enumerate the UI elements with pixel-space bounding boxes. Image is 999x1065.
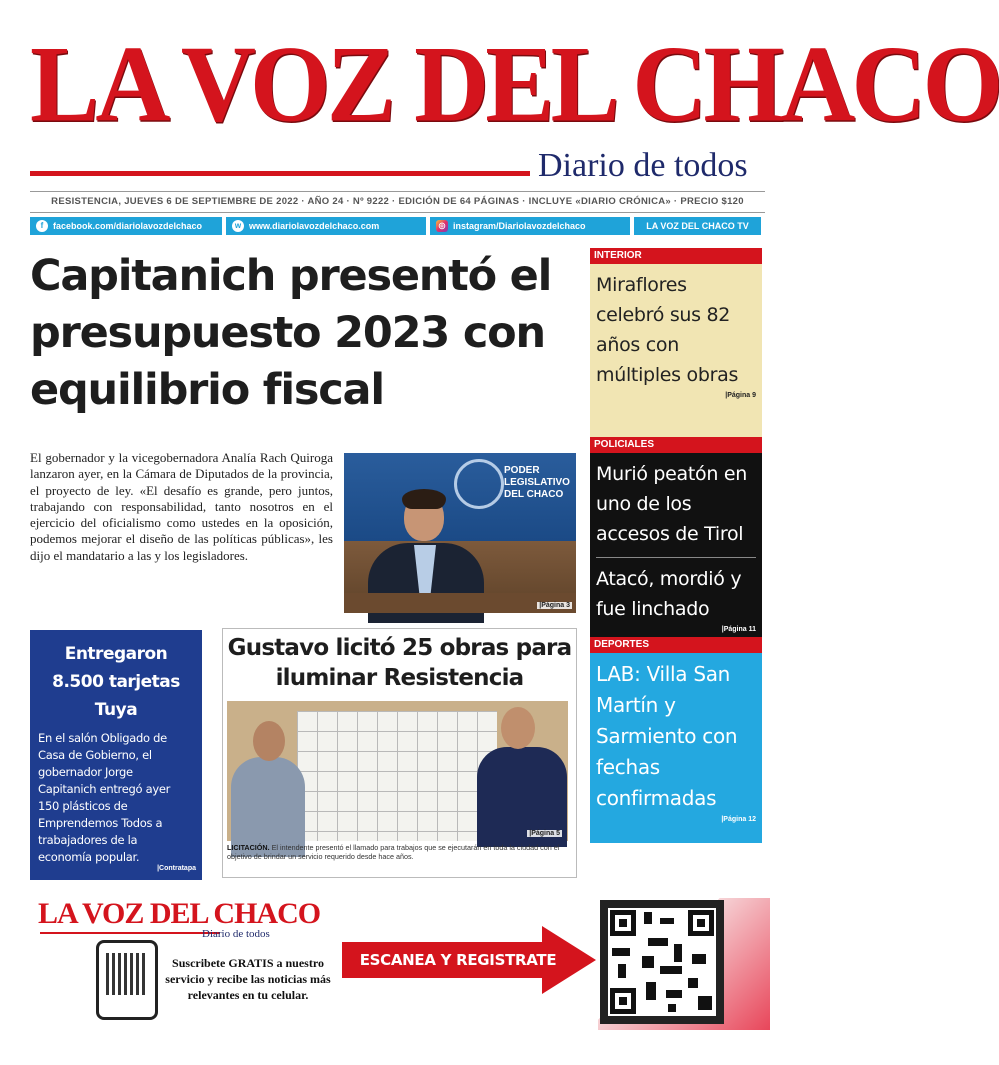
- masthead-rule: [30, 171, 530, 176]
- story-policiales-text-1: Murió peatón en uno de los accesos de Tirol: [596, 463, 747, 545]
- social-instagram-text: instagram/Diariolavozdelchaco: [453, 221, 586, 231]
- legislature-emblem: [454, 459, 504, 509]
- caption-label: LICITACIÓN.: [227, 843, 270, 852]
- main-page-ref: |Página 3: [539, 602, 570, 609]
- instagram-icon: ◎: [436, 220, 448, 232]
- story-luces-caption: [227, 843, 568, 861]
- luces-page-ref: |Página 5: [529, 830, 560, 837]
- social-website[interactable]: [226, 217, 426, 235]
- story-policiales[interactable]: [590, 453, 762, 637]
- masthead-title: LA VOZ DEL CHACO: [30, 24, 999, 145]
- qr-grid: [608, 908, 716, 1016]
- plans-board: [297, 711, 497, 841]
- social-facebook[interactable]: [30, 217, 222, 235]
- story-luces-photo: [227, 701, 568, 841]
- masthead-tagline: Diario de todos: [538, 147, 748, 184]
- section-tag-deportes: DEPORTES: [590, 637, 762, 653]
- web-icon: w: [232, 220, 244, 232]
- social-bar: [30, 217, 765, 235]
- person-right: [471, 707, 567, 847]
- main-photo: [344, 453, 576, 613]
- caption-text: El intendente presentó el llamado para trabajos que se ejecutarán en toda la ciudad con el objetivo de brindar un servicio requerido desde hace años.: [227, 843, 560, 861]
- promo-text: Suscribete GRATIS a nuestro servicio y recibe las noticias más relevantes en tu celular.: [165, 956, 331, 1002]
- story-interior-ref: |Página 9: [725, 392, 756, 399]
- story-luces[interactable]: [222, 628, 577, 878]
- qr-code-icon[interactable]: [600, 900, 724, 1024]
- story-luces-title: Gustavo licitó 25 obras para iluminar Resistencia: [227, 635, 572, 691]
- qr-mini-icon: [106, 953, 148, 995]
- promo-logo: LA VOZ DEL CHACO: [38, 897, 321, 930]
- social-tv-text: LA VOZ DEL CHACO TV: [646, 221, 749, 231]
- masthead: [30, 22, 999, 184]
- promo-tagline: Diario de todos: [202, 928, 270, 940]
- social-instagram[interactable]: [430, 217, 630, 235]
- story-tuya-title: Entregaron 8.500 tarjetas Tuya: [52, 644, 180, 720]
- facebook-icon: f: [36, 220, 48, 232]
- story-interior[interactable]: [590, 264, 762, 437]
- section-tag-interior: INTERIOR: [590, 248, 762, 264]
- dateline: RESISTENCIA, JUEVES 6 DE SEPTIEMBRE DE 2022 · AÑO 24 · Nº 9222 · EDICIÓN DE 64 PÁGINAS · INCLUYE «DIARIO CRÓNICA» · PRECIO $120: [30, 191, 765, 213]
- qr-code-area: [598, 898, 770, 1030]
- story-tuya[interactable]: [30, 630, 202, 880]
- story-deportes-text: LAB: Villa San Martín y Sarmiento con fechas confirmadas: [596, 662, 738, 810]
- story-policiales-ref: |Página 11: [721, 626, 756, 633]
- story-tuya-body: En el salón Obligado de Casa de Gobierno, el gobernador Jorge Capitanich entregó ayer 150 plásticos de Emprendemos Todos a trabajadores de la economía popular.: [38, 731, 171, 864]
- person-hair: [402, 489, 446, 509]
- policiales-divider: [596, 557, 756, 558]
- sidebar: [590, 248, 762, 843]
- phone-icon: [96, 940, 158, 1020]
- main-headline[interactable]: Capitanich presentó el presupuesto 2023 con equilibrio fiscal: [30, 251, 552, 415]
- social-facebook-text: facebook.com/diariolavozdelchaco: [53, 221, 203, 231]
- social-website-text: www.diariolavozdelchaco.com: [249, 221, 380, 231]
- section-tag-policiales: POLICIALES: [590, 437, 762, 453]
- legislature-plate: PODER LEGISLATIVO DEL CHACO: [504, 465, 570, 500]
- scan-register-button[interactable]: ESCANEA Y REGISTRATE: [359, 951, 557, 969]
- social-tv[interactable]: [634, 217, 761, 235]
- story-tuya-ref: |Contratapa: [157, 865, 196, 872]
- promo-logo-rule: [40, 932, 220, 934]
- person-left: [231, 721, 305, 851]
- main-lead: El gobernador y la vicegobernadora Analía Rach Quiroga lanzaron ayer, en la Cámara de Diputados de la provincia, el proyecto de ley. «El desafío es grande, pero juntos, trabajando con responsabilidad, tanto nosotros en el ejercicio del oficialismo como ustedes en la oposición, podemos mejorar el diseño de las políticas públicas», les dijo el mandatario a las y los legisladores.: [30, 450, 333, 563]
- story-interior-text: Miraflores celebró sus 82 años con múltiples obras: [596, 274, 739, 386]
- story-policiales-text-2: Atacó, mordió y fue linchado: [596, 568, 742, 620]
- story-deportes[interactable]: [590, 653, 762, 843]
- story-deportes-ref: |Página 12: [721, 816, 756, 823]
